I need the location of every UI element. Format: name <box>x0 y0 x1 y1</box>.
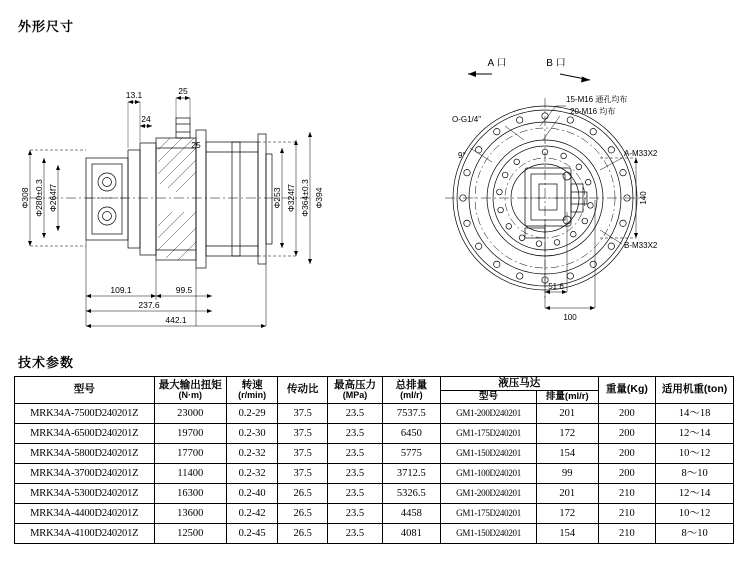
cell-ratio: 37.5 <box>278 403 328 423</box>
label-view-a: A 口 <box>487 58 507 69</box>
cell-model: MRK34A-6500D240201Z <box>15 423 155 443</box>
cell-weight: 200 <box>598 403 656 423</box>
label-dim-24: 24 <box>141 114 151 124</box>
cell-weight: 200 <box>598 463 656 483</box>
cell-motor_model: GM1-150D240201 <box>441 523 537 543</box>
cell-motor_model: GM1-175D240201 <box>441 503 537 523</box>
label-note-15m16: 15-M16 通孔均布 <box>566 95 628 104</box>
cell-displacement: 6450 <box>382 423 440 443</box>
cell-speed: 0.2-42 <box>227 503 278 523</box>
th-model: 型号 <box>15 377 155 404</box>
th-speed: 转速 (r/min) <box>227 377 278 404</box>
cell-machine_weight: 10～12 <box>656 503 734 523</box>
specs-section-title: 技术参数 <box>18 355 75 370</box>
cell-speed: 0.2-32 <box>227 463 278 483</box>
cell-motor_model: GM1-200D240201 <box>441 403 537 423</box>
table-row <box>15 463 734 483</box>
cell-displacement: 5775 <box>382 443 440 463</box>
th-motor-group: 液压马达 <box>441 377 599 391</box>
cell-motor_disp: 172 <box>537 503 599 523</box>
cell-torque: 12500 <box>154 523 227 543</box>
label-dia-394: Φ394 <box>314 187 324 209</box>
cell-motor_disp: 154 <box>537 443 599 463</box>
cell-displacement: 5326.5 <box>382 483 440 503</box>
label-angle-9: 9° <box>458 151 466 160</box>
cell-pressure: 23.5 <box>328 443 382 463</box>
table-row <box>15 523 734 543</box>
cell-pressure: 23.5 <box>328 503 382 523</box>
th-pressure: 最高压力 (MPa) <box>328 377 382 404</box>
cell-model: MRK34A-7500D240201Z <box>15 403 155 423</box>
cell-torque: 16300 <box>154 483 227 503</box>
cell-weight: 210 <box>598 523 656 543</box>
cell-speed: 0.2-29 <box>227 403 278 423</box>
cell-motor_disp: 99 <box>537 463 599 483</box>
label-dim-100: 100 <box>563 313 577 322</box>
th-weight: 重量(Kg) <box>598 377 656 404</box>
label-dim-237-6: 237.6 <box>138 300 160 310</box>
table-row <box>15 503 734 523</box>
table-header-row <box>15 377 734 391</box>
cell-torque: 13600 <box>154 503 227 523</box>
cell-machine_weight: 14～18 <box>656 403 734 423</box>
cell-weight: 210 <box>598 503 656 523</box>
table-row <box>15 483 734 503</box>
cell-displacement: 3712.5 <box>382 463 440 483</box>
label-dia-264f7: Φ264f7 <box>48 183 58 213</box>
label-dia-324f7: Φ324f7 <box>286 183 296 213</box>
cell-motor_disp: 172 <box>537 423 599 443</box>
cell-pressure: 23.5 <box>328 403 382 423</box>
th-ratio: 传动比 <box>278 377 328 404</box>
label-dim-442-1: 442.1 <box>165 315 187 325</box>
cell-machine_weight: 12～14 <box>656 483 734 503</box>
cell-displacement: 4458 <box>382 503 440 523</box>
cell-ratio: 37.5 <box>278 423 328 443</box>
cell-motor_model: GM1-175D240201 <box>441 423 537 443</box>
label-dim-140: 140 <box>639 191 648 205</box>
cell-weight: 200 <box>598 423 656 443</box>
label-dim-25b: 25 <box>191 140 201 150</box>
th-machine-weight: 适用机重(ton) <box>656 377 734 404</box>
label-tap-a: A-M33X2 <box>624 149 658 158</box>
cell-displacement: 4081 <box>382 523 440 543</box>
cell-motor_model: GM1-200D240201 <box>441 483 537 503</box>
cell-ratio: 26.5 <box>278 503 328 523</box>
label-dia-253: Φ253 <box>272 187 282 209</box>
cell-speed: 0.2-40 <box>227 483 278 503</box>
cell-model: MRK34A-5300D240201Z <box>15 483 155 503</box>
label-port-g14: O-G1/4" <box>452 115 482 124</box>
label-dim-13-1: 13.1 <box>125 90 143 100</box>
label-dim-99-5: 99.5 <box>175 285 193 295</box>
specifications-table <box>14 376 734 544</box>
th-motor-model: 型号 <box>441 391 537 404</box>
cell-speed: 0.2-30 <box>227 423 278 443</box>
cell-speed: 0.2-45 <box>227 523 278 543</box>
cell-ratio: 37.5 <box>278 443 328 463</box>
cell-machine_weight: 8～10 <box>656 463 734 483</box>
cell-model: MRK34A-3700D240201Z <box>15 463 155 483</box>
table-row <box>15 403 734 423</box>
label-dim-25: 25 <box>178 86 188 96</box>
label-view-b: B 口 <box>546 58 566 69</box>
cell-torque: 19700 <box>154 423 227 443</box>
cell-speed: 0.2-32 <box>227 443 278 463</box>
table-row <box>15 423 734 443</box>
th-torque: 最大输出扭矩 (N·m) <box>154 377 227 404</box>
cell-pressure: 23.5 <box>328 483 382 503</box>
th-motor-disp: 排量(ml/r) <box>537 391 599 404</box>
cell-torque: 23000 <box>154 403 227 423</box>
cell-ratio: 26.5 <box>278 523 328 543</box>
cell-torque: 17700 <box>154 443 227 463</box>
cell-machine_weight: 10～12 <box>656 443 734 463</box>
label-dia-308: Φ308 <box>20 187 30 209</box>
label-tap-b: B-M33X2 <box>624 241 658 250</box>
dimensions-section-title: 外形尺寸 <box>18 19 75 34</box>
cell-model: MRK34A-5800D240201Z <box>15 443 155 463</box>
cell-motor_disp: 201 <box>537 403 599 423</box>
label-dia-364: Φ364±0.3 <box>300 179 310 217</box>
table-row <box>15 443 734 463</box>
cell-torque: 11400 <box>154 463 227 483</box>
cell-motor_model: GM1-100D240201 <box>441 463 537 483</box>
cell-displacement: 7537.5 <box>382 403 440 423</box>
cell-weight: 200 <box>598 443 656 463</box>
cell-model: MRK34A-4100D240201Z <box>15 523 155 543</box>
technical-drawing <box>0 30 748 348</box>
label-dim-51-6: 51.6 <box>548 282 564 291</box>
label-note-20m16: 20-M16 均布 <box>570 107 616 116</box>
cell-ratio: 37.5 <box>278 463 328 483</box>
cell-weight: 210 <box>598 483 656 503</box>
label-dia-280: Φ280±0.3 <box>34 179 44 217</box>
cell-pressure: 23.5 <box>328 463 382 483</box>
cell-model: MRK34A-4400D240201Z <box>15 503 155 523</box>
cell-pressure: 23.5 <box>328 423 382 443</box>
cell-motor_disp: 154 <box>537 523 599 543</box>
cell-motor_model: GM1-150D240201 <box>441 443 537 463</box>
th-displacement: 总排量 (ml/r) <box>382 377 440 404</box>
cell-ratio: 26.5 <box>278 483 328 503</box>
cell-motor_disp: 201 <box>537 483 599 503</box>
label-dim-109-1: 109.1 <box>110 285 132 295</box>
cell-machine_weight: 8～10 <box>656 523 734 543</box>
cell-pressure: 23.5 <box>328 523 382 543</box>
cell-machine_weight: 12～14 <box>656 423 734 443</box>
